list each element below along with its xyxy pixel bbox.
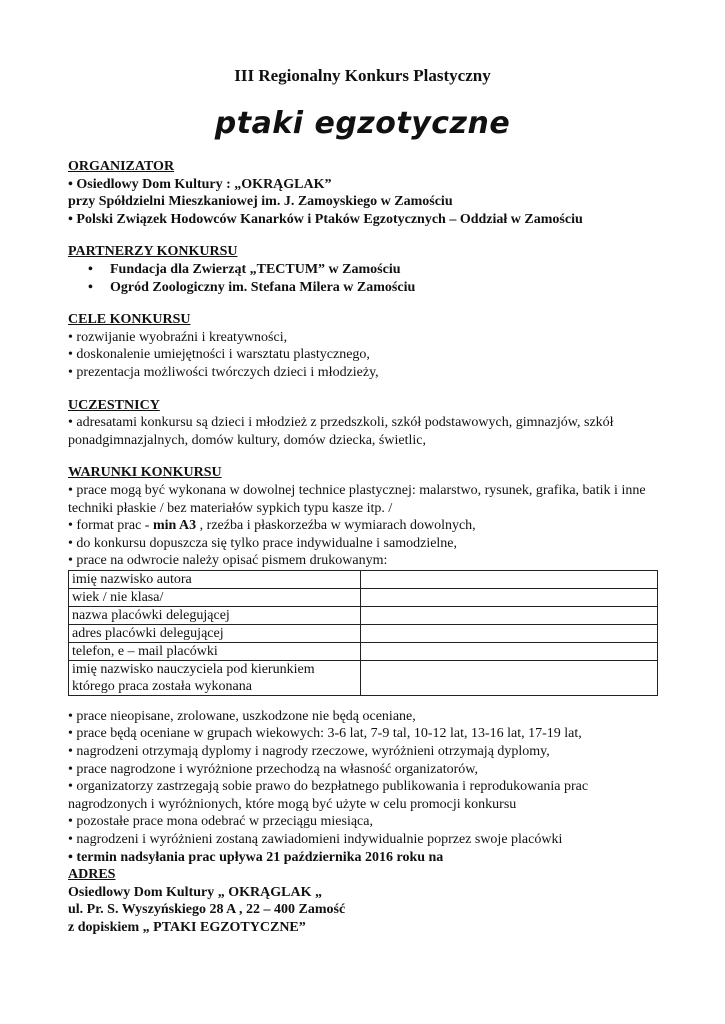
condition-text: • format prac -	[68, 518, 153, 534]
partner-item-label: Fundacja dla Zwierząt „TECTUM” w Zamościu	[110, 261, 401, 277]
goal-item: • rozwijanie wyobraźni i kreatywności,	[68, 329, 288, 345]
table-cell-text: imię nazwisko nauczyciela pod kierunkiem	[72, 661, 315, 677]
table-cell-label: wiek / nie klasa/	[69, 588, 361, 606]
table-row	[69, 588, 658, 606]
table-cell-label	[69, 660, 361, 695]
rule-item: • nagrodzeni otrzymają dyplomy i nagrody rzeczowe, wyróżnieni otrzymają dyplomy,	[68, 744, 550, 760]
condition-item	[68, 517, 660, 535]
table-cell-text: którego praca została wykonana	[72, 678, 252, 694]
table-cell-label: adres placówki delegującej	[69, 624, 361, 642]
condition-item: • prace na odwrocie należy opisać pismem drukowanym:	[68, 553, 388, 569]
address-line: ul. Pr. S. Wyszyńskiego 28 A , 22 – 400 Zamość	[68, 902, 346, 918]
table-cell-blank	[361, 570, 658, 588]
rule-item: • pozostałe prace mona odebrać w przeciągu miesiąca,	[68, 814, 373, 830]
table-cell-label: telefon, e – mail placówki	[69, 642, 361, 660]
partner-item	[68, 279, 660, 297]
organizer-line: • Osiedlowy Dom Kultury : „OKRĄGLAK”	[68, 176, 332, 192]
partners-heading: PARTNERZY KONKURSU	[68, 244, 238, 260]
table-row	[69, 642, 658, 660]
rule-item: • nagrodzeni i wyróżnieni zostaną zawiadomieni indywidualnie poprzez swoje placówki	[68, 832, 563, 848]
address-heading: ADRES	[68, 867, 116, 883]
table-row	[69, 660, 658, 695]
organizer-line: przy Spółdzielni Mieszkaniowej im. J. Zamoyskiego w Zamościu	[68, 194, 453, 210]
table-cell-blank	[361, 588, 658, 606]
address-line: Osiedlowy Dom Kultury „ OKRĄGLAK „	[68, 884, 322, 900]
goals-heading: CELE KONKURSU	[68, 312, 191, 328]
condition-item: • do konkursu dopuszcza się tylko prace indywidualne i samodzielne,	[68, 535, 458, 551]
table-cell-blank	[361, 642, 658, 660]
partner-item-label: Ogród Zoologiczny im. Stefana Milera w Zamościu	[110, 279, 416, 295]
partner-item	[68, 261, 660, 279]
bullet-icon: •	[88, 279, 93, 295]
document-body	[68, 158, 660, 937]
condition-item: • prace mogą być wykonana w dowolnej technice plastycznej: malarstwo, rysunek, grafika, batik i inne techniki płaskie / bez materiałów sypkich typu kasze itp. /	[68, 482, 646, 516]
table-cell-label: nazwa placówki delegującej	[69, 606, 361, 624]
table-cell-blank	[361, 660, 658, 695]
page-subtitle: ptaki egzotyczne	[214, 106, 511, 141]
goal-item: • prezentacja możliwości twórczych dzieci i młodzieży,	[68, 364, 379, 380]
rule-item: • prace będą oceniane w grupach wiekowych: 3-6 lat, 7-9 tal, 10-12 lat, 13-16 lat, 17-19 lat,	[68, 726, 582, 742]
table-row	[69, 570, 658, 588]
participants-heading: UCZESTNICY	[68, 397, 160, 413]
rule-item: • organizatorzy zastrzegają sobie prawo do bezpłatnego publikowania i reprodukowania prac nagrodzonych i wyróżnionych, które mogą być użyte w celu promocji konkursu	[68, 779, 589, 812]
condition-format: min A3	[152, 518, 197, 534]
organizer-line: • Polski Związek Hodowców Kanarków i Ptaków Egzotycznych – Oddział w Zamościu	[68, 211, 583, 227]
table-row	[69, 624, 658, 642]
condition-text: , rzeźba i płaskorzeźba w wymiarach dowolnych,	[196, 518, 476, 534]
table-cell-label: imię nazwisko autora	[69, 570, 361, 588]
participants-text: • adresatami konkursu są dzieci i młodzież z przedszkoli, szkół podstawowych, gimnazjów, szkół ponadgimnazjalnych, domów kultury, domów dziecka, świetlic,	[68, 415, 614, 448]
address-line: z dopiskiem „ PTAKI EGZOTYCZNE”	[68, 920, 306, 935]
table-row	[69, 606, 658, 624]
bullet-icon: •	[88, 261, 93, 277]
page-title: III Regionalny Konkurs Plastyczny	[234, 66, 491, 85]
label-form-table	[68, 570, 658, 696]
goal-item: • doskonalenie umiejętności i warsztatu plastycznego,	[68, 347, 370, 363]
table-cell-blank	[361, 624, 658, 642]
rule-item: • prace nagrodzone i wyróżnione przechodzą na własność organizatorów,	[68, 761, 478, 777]
table-cell-blank	[361, 606, 658, 624]
organizer-heading: ORGANIZATOR	[68, 159, 175, 174]
deadline-text: • termin nadsyłania prac upływa 21 października 2016 roku na	[68, 849, 444, 865]
conditions-heading: WARUNKI KONKURSU	[68, 465, 222, 481]
rule-item: • prace nieopisane, zrolowane, uszkodzone nie będą oceniane,	[68, 708, 416, 724]
